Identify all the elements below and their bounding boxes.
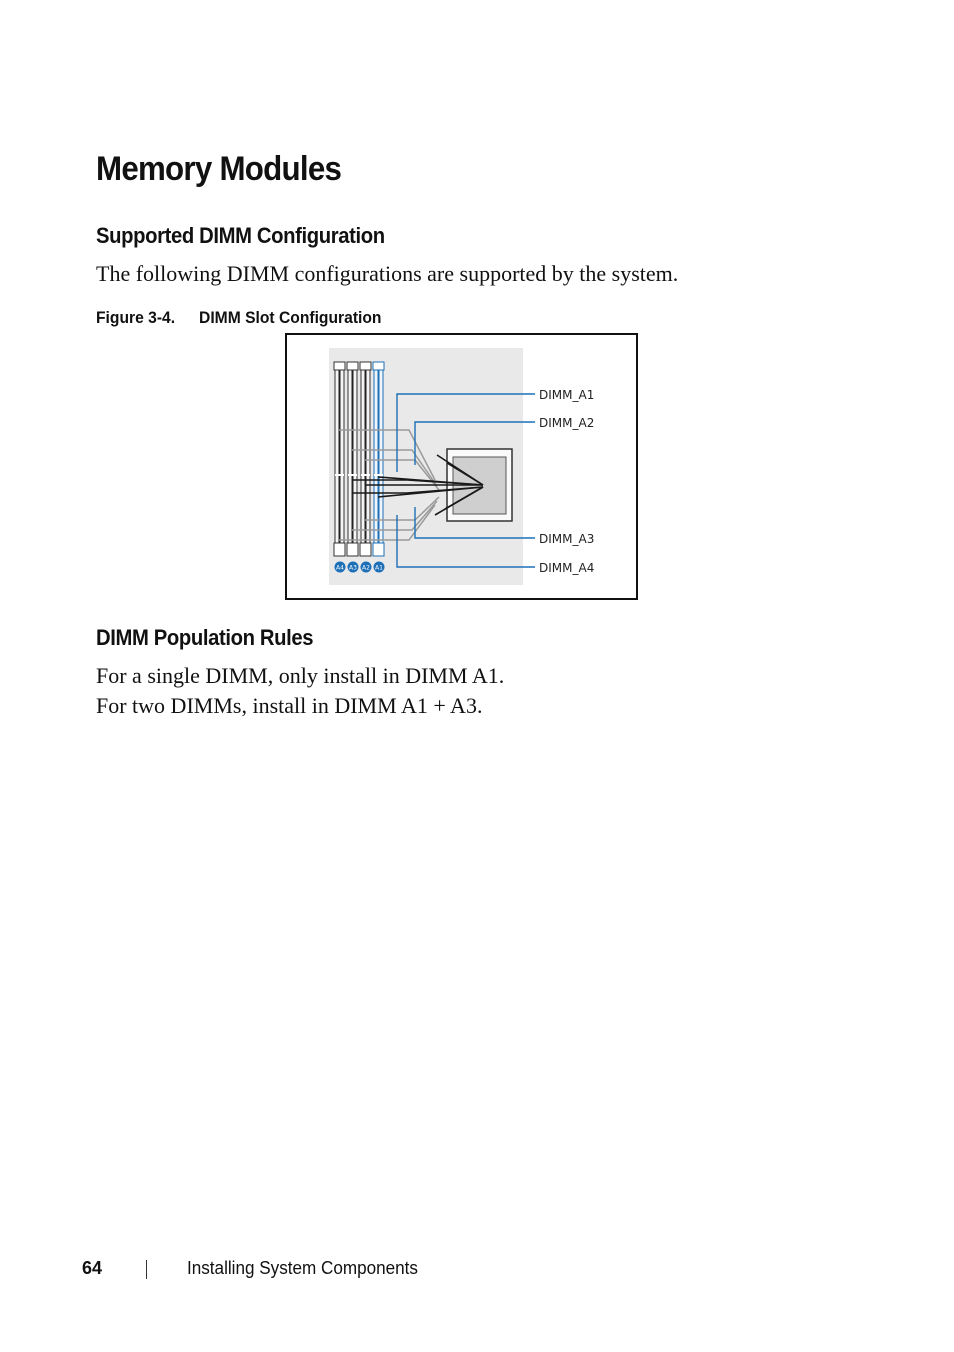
dimm-slot-a1 — [373, 362, 384, 556]
dimm-slot-diagram — [287, 335, 636, 598]
callout-label-dimm-a4: DIMM_A4 — [539, 561, 595, 575]
footer-page-number: 64 — [82, 1258, 103, 1278]
callout-label-dimm-a2: DIMM_A2 — [539, 416, 595, 430]
dimm-slot-a4 — [334, 362, 345, 556]
dimm-slot-figure — [285, 333, 638, 600]
callout-label-dimm-a3: DIMM_A3 — [539, 532, 595, 546]
figure-caption — [96, 308, 381, 328]
supported-dimm-paragraph: The following DIMM configurations are supported by the system. — [96, 261, 679, 286]
footer-divider — [146, 1260, 147, 1279]
slot-badge-label-a1: A1 — [375, 564, 383, 572]
population-rule-single: For a single DIMM, only install in DIMM A1. — [96, 663, 505, 688]
slot-badge-label-a4: A4 — [336, 564, 344, 572]
footer-chapter-title: Installing System Components — [187, 1258, 418, 1278]
callout-label-dimm-a1: DIMM_A1 — [539, 388, 595, 402]
dimm-slot-a3 — [347, 362, 358, 556]
figure-number: Figure 3-4. — [96, 308, 176, 327]
page-title: Memory Modules — [96, 150, 342, 188]
slot-badge-label-a2: A2 — [362, 564, 370, 572]
section-heading-supported-dimm: Supported DIMM Configuration — [96, 223, 385, 248]
section-heading-population-rules: DIMM Population Rules — [96, 625, 314, 650]
figure-title: DIMM Slot Configuration — [199, 308, 382, 327]
population-rule-two: For two DIMMs, install in DIMM A1 + A3. — [96, 693, 483, 718]
slot-badge-label-a3: A3 — [349, 564, 357, 572]
dimm-slot-a2 — [360, 362, 371, 556]
